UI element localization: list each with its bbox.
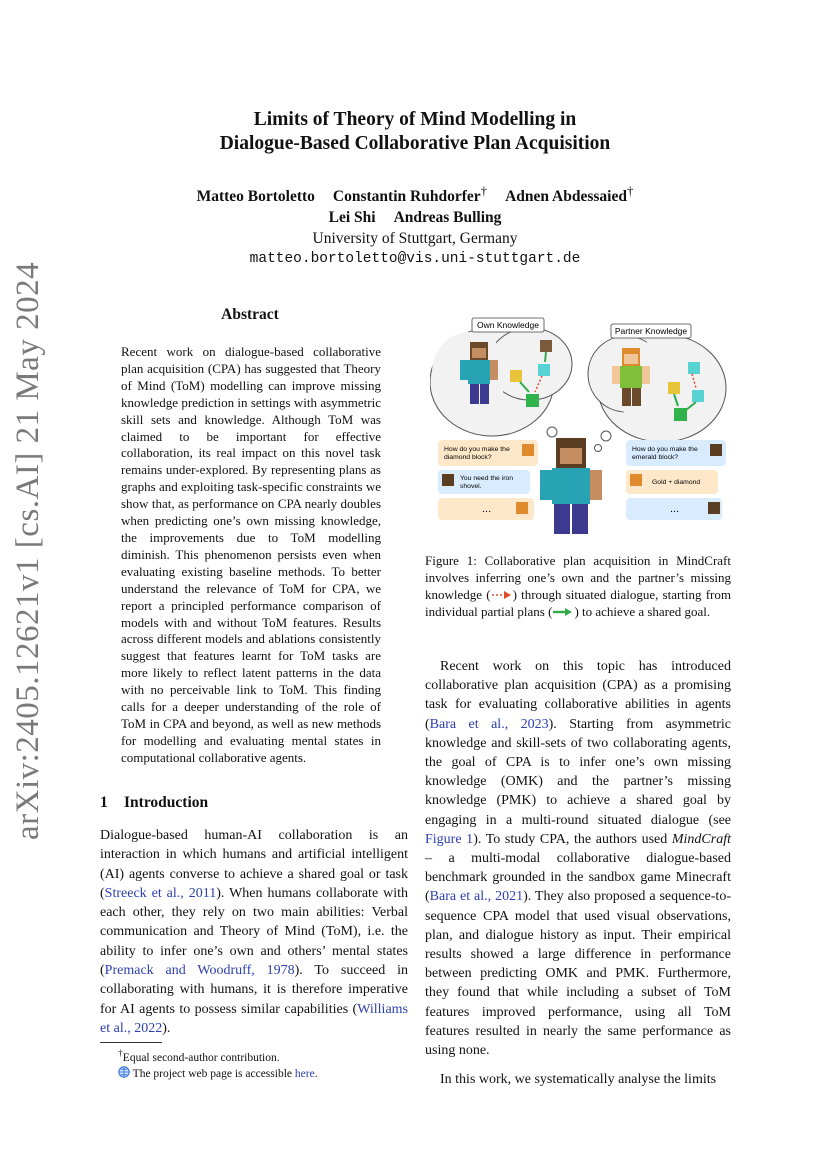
chat-right [626,440,726,520]
author-name: Andreas Bulling [393,209,502,227]
caption-text: ) through situated dialogue, starting from individual partial plans ( [425,587,731,619]
author-email[interactable]: matteo.bortoletto@vis.uni-stuttgart.de [249,251,581,268]
author-name: Constantin Ruhdorfer [332,188,481,206]
section-number: 1 [100,794,108,811]
chat-line: How do you make the [444,446,510,453]
partner-knowledge-label: Partner Knowledge [614,326,688,336]
benchmark-name: MindCraft [671,831,731,847]
avatar [630,474,642,486]
text-run: ). To study CPA, the authors used [473,831,672,847]
footnote-2 [100,1066,410,1082]
authors-line-1 [120,180,710,207]
figure-1-illustration [430,312,730,540]
citation-link[interactable]: Williams et al., 2022 [100,1001,408,1036]
citation-link[interactable]: Streeck et al., 2011 [104,885,217,901]
center-steve-figure [540,438,602,534]
footnote-rule [100,1042,162,1043]
dagger-mark: † [480,183,488,198]
text-run: – a multi-modal collaborative dialogue-based benchmark grounded in the sandbox game Minecraft ( [425,851,731,905]
chat-ellipsis: ... [482,503,492,515]
chat-answer-2: Gold + diamond [652,479,701,486]
chat-line: You need the iron [460,475,514,482]
footnote-1 [100,1046,410,1066]
abstract-text: Recent work on dialogue-based collaborative plan acquisition (CPA) has suggested that Theory of Mind (ToM) modelling can improve missing knowledge prediction in settings with asymmetric skill sets and knowledge. Although ToM was claimed to be important for effective collaboration, its real impact on this novel task remains under-explored. By representing plans as graphs and exploiting task-specific constraints we show that, as performance on CPA nearly doubles when predicting one’s own missing knowledge, the improvements due to ToM modelling diminish. This phenomenon persists even when evaluating existing baseline methods. To better understand the relevance of ToM for CPA, we report a principled performance comparison of models with and without ToM features. Results across different models and ablations consistently suggest that features learnt for ToM tasks are more likely to reflect latent patterns in the data with no perceivable link to ToM. This finding calls for a deeper understanding of the role of ToM in CPA and beyond, as well as new methods for modelling and evaluating mental states in computational collaborative agents. [121,344,381,765]
paragraph: In this work, we systematically analyse the limits [440,1072,717,1088]
chat-line: emerald block? [632,454,679,461]
globe-icon [118,1066,130,1078]
green-arrow-icon [552,607,574,617]
abstract-heading: Abstract [221,306,279,323]
avatar [710,444,722,456]
text-run: ). They also proposed a sequence-to-sequence CPA model that used visual observations, plan, and dialogue history as input. Their empirical results showed a large difference in performance between predicting OMK and PMK. Furthermore, they found that while including a subset of ToM features improved performance, using all ToM features resulted in nearly the same performance as using none. [425,889,731,1059]
avatar [522,444,534,456]
intro-paragraph [100,826,408,1038]
paper-title [120,108,710,156]
right-column-text [425,657,731,1089]
text-run: ). When humans collaborate with each other, they rely on two main abilities: Verbal communication and Theory of Mind (ToM), i.e. the ability to infer one’s own and others’ mental states ( [100,885,409,979]
caption-text: ) to achieve a shared goal. [574,604,711,619]
citation-link[interactable]: Bara et al., 2021 [429,889,524,905]
authors-line-2 [120,207,710,228]
text-run: ). Starting from asymmetric knowledge and skill-sets of two collaborating agents, the goal of CPA is to infer one’s own missing knowledge (OMK) and the partner’s missing knowledge (PMK) to achieve a shared goal by engaging in a multi-round situated dialogue (see [425,716,731,828]
dagger-mark: † [118,1048,123,1059]
project-page-link[interactable]: here [294,1067,315,1080]
author-name: Matteo Bortoletto [196,188,315,206]
text-run: ). To succeed in collaborating with humans, it is therefore imperative for AI agents to possess similar capabilities ( [100,963,408,1017]
avatar [516,502,528,514]
text-run: ). [162,1020,171,1036]
title-line-1: Limits of Theory of Mind Modelling in [253,109,577,130]
figure-reference-link[interactable]: Figure 1 [425,831,474,847]
avatar [708,502,720,514]
text-run: Dialogue-based human-AI collaboration is an interaction in which humans and artificial intelligent (AI) agents converse to achieve a shared goal or task ( [100,828,408,901]
footnotes [100,1046,410,1082]
section-heading-introduction [100,794,208,812]
red-dashed-arrow-icon [491,590,513,600]
author-name: Adnen Abdessaied [505,188,627,206]
section-title: Introduction [124,794,209,811]
footnote-text: Equal second-author contribution. [122,1051,280,1064]
caption-text: Figure 1: Collaborative plan acquisition in MindCraft involves inferring one’s own and the partner’s missing knowledge ( [425,553,731,602]
footnote-text: . [314,1067,318,1080]
footnote-text: The project web page is accessible [132,1067,295,1080]
avatar [442,474,454,486]
arxiv-stamp: arXiv:2405.12621v1 [cs.AI] 21 May 2024 [10,261,46,840]
chat-line: shovel. [460,483,482,490]
partner-thought-cloud [588,334,726,452]
chat-left [438,440,538,520]
chat-line: How do you make the [632,446,698,453]
author-block [120,180,710,270]
chat-line: diamond block? [444,454,492,461]
chat-ellipsis: ... [670,503,680,515]
figure-1-caption [425,552,731,620]
text-run: Recent work on this topic has introduced collaborative plan acquisition (CPA) as a promising task for evaluating collaborative abilities in agents ( [425,659,731,732]
affiliation: University of Stuttgart, Germany [312,230,518,248]
citation-link[interactable]: Bara et al., 2023 [429,716,549,732]
citation-link[interactable]: Premack and Woodruff, 1978 [104,963,295,979]
author-name: Lei Shi [328,209,376,227]
dagger-mark: † [626,183,634,198]
title-line-2: Dialogue-Based Collaborative Plan Acquisition [219,133,611,154]
paragraph [425,657,731,1060]
own-knowledge-label: Own Knowledge [477,320,539,330]
